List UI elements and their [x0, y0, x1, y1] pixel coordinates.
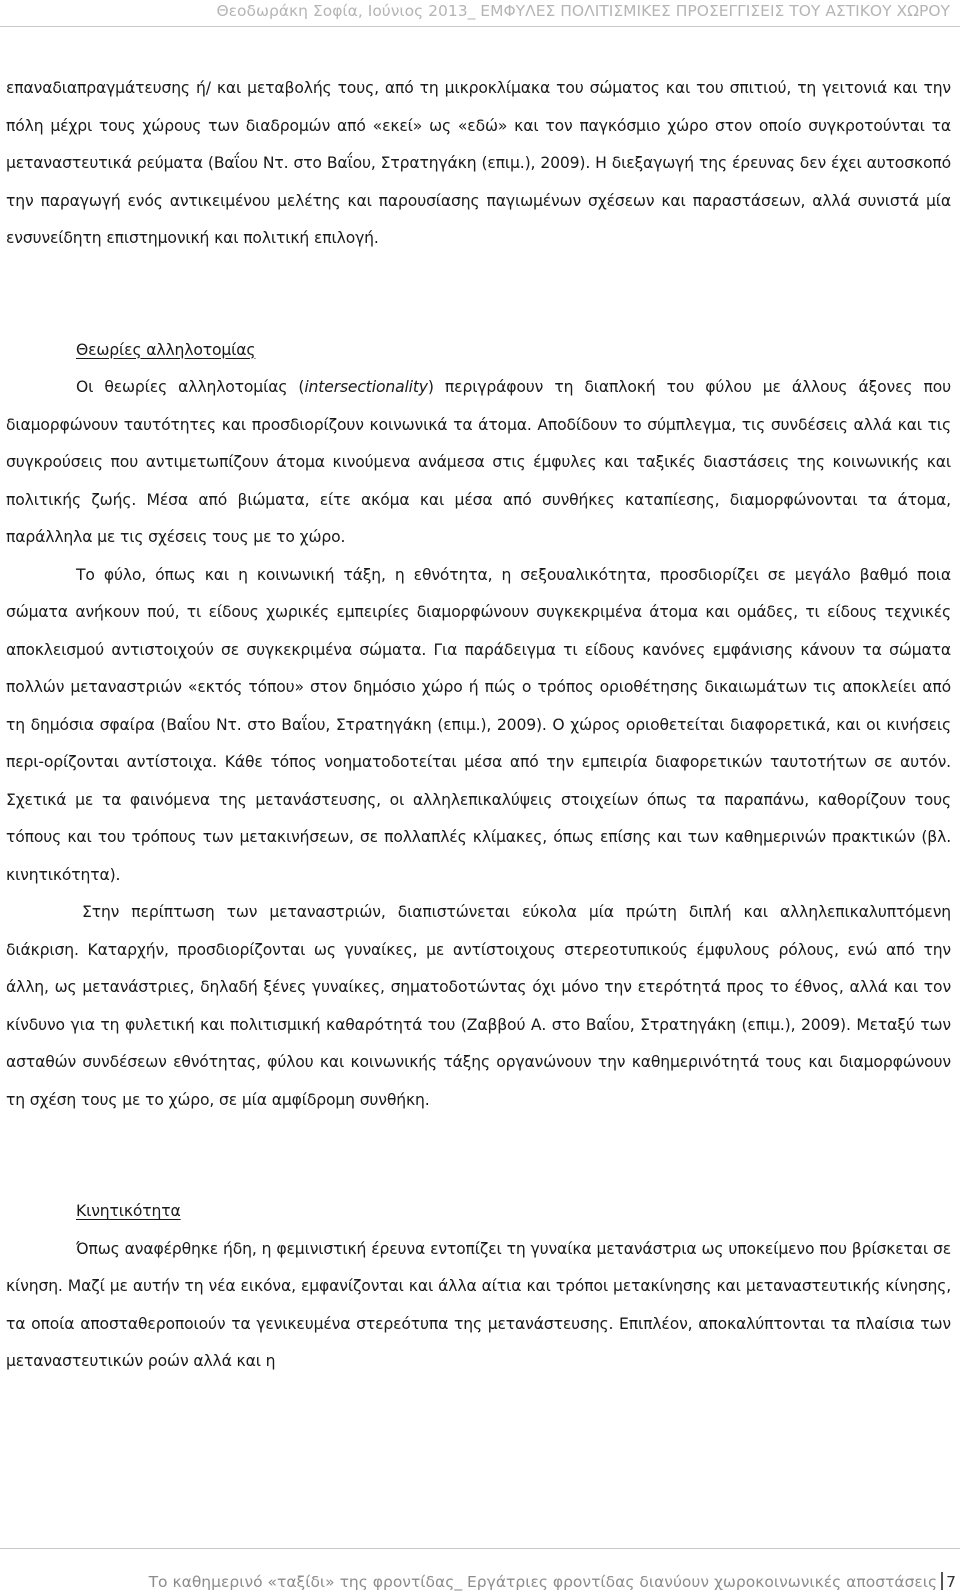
page-body [6, 70, 951, 1381]
paragraph-1: επαναδιαπραγμάτευσης ή/ και μεταβολής τους, από τη μικροκλίμακα του σώματος και του σπιτιού, τη γειτονιά και την πόλη μέχρι τους χώρους των διαδρομών από «εκεί» ως «εδώ» και τον παγκόσμιο χώρο στον οποίο συγκροτούνται τα μεταναστευτικά ρεύματα (Βαΐου Ντ. στο Βαΐου, Στρατηγάκη (επιμ.), 2009). Η διεξαγωγή της έρευνας δεν έχει αυτοσκοπό την παραγωγή ενός αντικειμένου μελέτης και παρουσίασης παγιωμένων σχέσεων και παραστάσεων, αλλά συνιστά μία ενσυνείδητη επιστημονική και πολιτική επιλογή. [6, 79, 951, 247]
running-header: Θεοδωράκη Σοφία, Ιούνιος 2013_ ΕΜΦΥΛΕΣ ΠΟΛΙΤΙΣΜΙΚΕΣ ΠΡΟΣΕΓΓΙΣΕΙΣ ΤΟΥ ΑΣΤΙΚΟΥ ΧΩΡΟΥ [216, 2, 950, 20]
paragraph-2 [6, 369, 951, 557]
intersectionality-term: intersectionality [304, 378, 428, 396]
running-footer [149, 1572, 956, 1592]
page-number: 7 [946, 1573, 956, 1591]
paragraph-2-start: Οι θεωρίες αλληλοτομίας ( [76, 378, 305, 396]
paragraph-4: Στην περίπτωση των μεταναστριών, διαπιστώνεται εύκολα μία πρώτη διπλή και αλληλεπικαλυπτόμενη διάκριση. Καταρχήν, προσδιορίζονται ως γυναίκες, με αντίστοιχους στερεοτυπικούς έμφυλους ρόλους, ενώ από την άλλη, ως μετανάστριες, δηλαδή ξένες γυναίκες, σηματοδοτώντας όχι μόνο την ετερότητά προς το έθνος, αλλά και τον κίνδυνο για τη φυλετική και πολιτισμική καθαρότητά του (Ζαββού Α. στο Βαΐου, Στρατηγάκη (επιμ.), 2009). Μεταξύ των ασταθών συνδέσεων εθνότητας, φύλου και κοινωνικής τάξης οργανώνουν την καθημερινότητά τους και διαμορφώνουν τη σχέση τους με το χώρο, σε μία αμφίδρομη συνθήκη. [6, 903, 951, 1109]
paragraph-5: Όπως αναφέρθηκε ήδη, η φεμινιστική έρευνα εντοπίζει τη γυναίκα μετανάστρια ως υποκείμενο που βρίσκεται σε κίνηση. Μαζί με αυτήν τη νέα εικόνα, εμφανίζονται και άλλα αίτια και τρόποι μετακίνησης και μεταναστευτικής κίνησης, τα οποία αποσταθεροποιούν τα γενικευμένα στερεότυπα της μετανάστευσης. Επιπλέον, αποκαλύπτονται τα πλαίσια των μεταναστευτικών ροών αλλά και η [6, 1239, 951, 1370]
section-heading-intersectionality: Θεωρίες αλληλοτομίας [76, 340, 256, 359]
section-heading-mobility: Κινητικότητα [76, 1202, 181, 1220]
spacer [6, 295, 951, 332]
spacer [6, 1119, 951, 1156]
spacer [6, 1156, 951, 1193]
footer-title: Το καθημερινό «ταξίδι» της φροντίδας_ Εργάτριες φροντίδας διανύουν χωροκοινωνικές αποστάσεις [148, 1573, 938, 1591]
footer-divider [0, 1548, 960, 1549]
paragraph-3: Το φύλο, όπως και η κοινωνική τάξη, η εθνότητα, η σεξουαλικότητα, προσδιορίζει σε μεγάλο βαθμό ποια σώματα ανήκουν πού, τι είδους χωρικές εμπειρίες διαμορφώνουν συγκεκριμένα άτομα και ομάδες, τι είδους τεχνικές αποκλεισμού αντιστοιχούν σε συγκεκριμένα σώματα. Για παράδειγμα τι είδους κανόνες εμφάνισης κάνουν τα σώματα πολλών μεταναστριών «εκτός τόπου» στον δημόσιο χώρο ή πώς ο τρόπος οριοθέτησης δικαιωμάτων τις αποκλείει από τη δημόσια σφαίρα (Βαΐου Ντ. στο Βαΐου, Στρατηγάκη (επιμ.), 2009). Ο χώρος οριοθετείται διαφορετικά, και οι κινήσεις περι-ορίζονται αντίστοιχα. Κάθε τόπος νοηματοδοτείται μέσα από την εμπειρία διαφορετικών ταυτοτήτων σε αυτόν. Σχετικά με τα φαινόμενα της μετανάστευσης, οι αλληλεπικαλύψεις στοιχείων όπως τα παραπάνω, καθορίζουν τους τόπους και του τρόπους των μετακινήσεων, σε πολλαπλές κλίμακες, όπως επίσης και των καθημερινών πρακτικών (βλ. κινητικότητα). [6, 565, 951, 884]
footer-separator [941, 1572, 943, 1590]
header-divider [0, 26, 960, 27]
paragraph-2-end: ) περιγράφουν τη διαπλοκή του φύλου με άλλους άξονες που διαμορφώνουν ταυτότητες και προσδιορίζουν κοινωνικά τα άτομα. Αποδίδουν το σύμπλεγμα, τις συνδέσεις αλλά και τις συγκρούσεις που αντιμετωπίζουν άτομα κινούμενα ανάμεσα στις έμφυλες και ταξικές διαστάσεις της κοινωνικής και πολιτικής ζωής. Μέσα από βιώματα, είτε ακόμα και μέσα από συνθήκες καταπίεσης, διαμορφώνονται τα άτομα, παράλληλα με τις σχέσεις τους με το χώρο. [6, 378, 952, 546]
spacer [6, 258, 951, 295]
